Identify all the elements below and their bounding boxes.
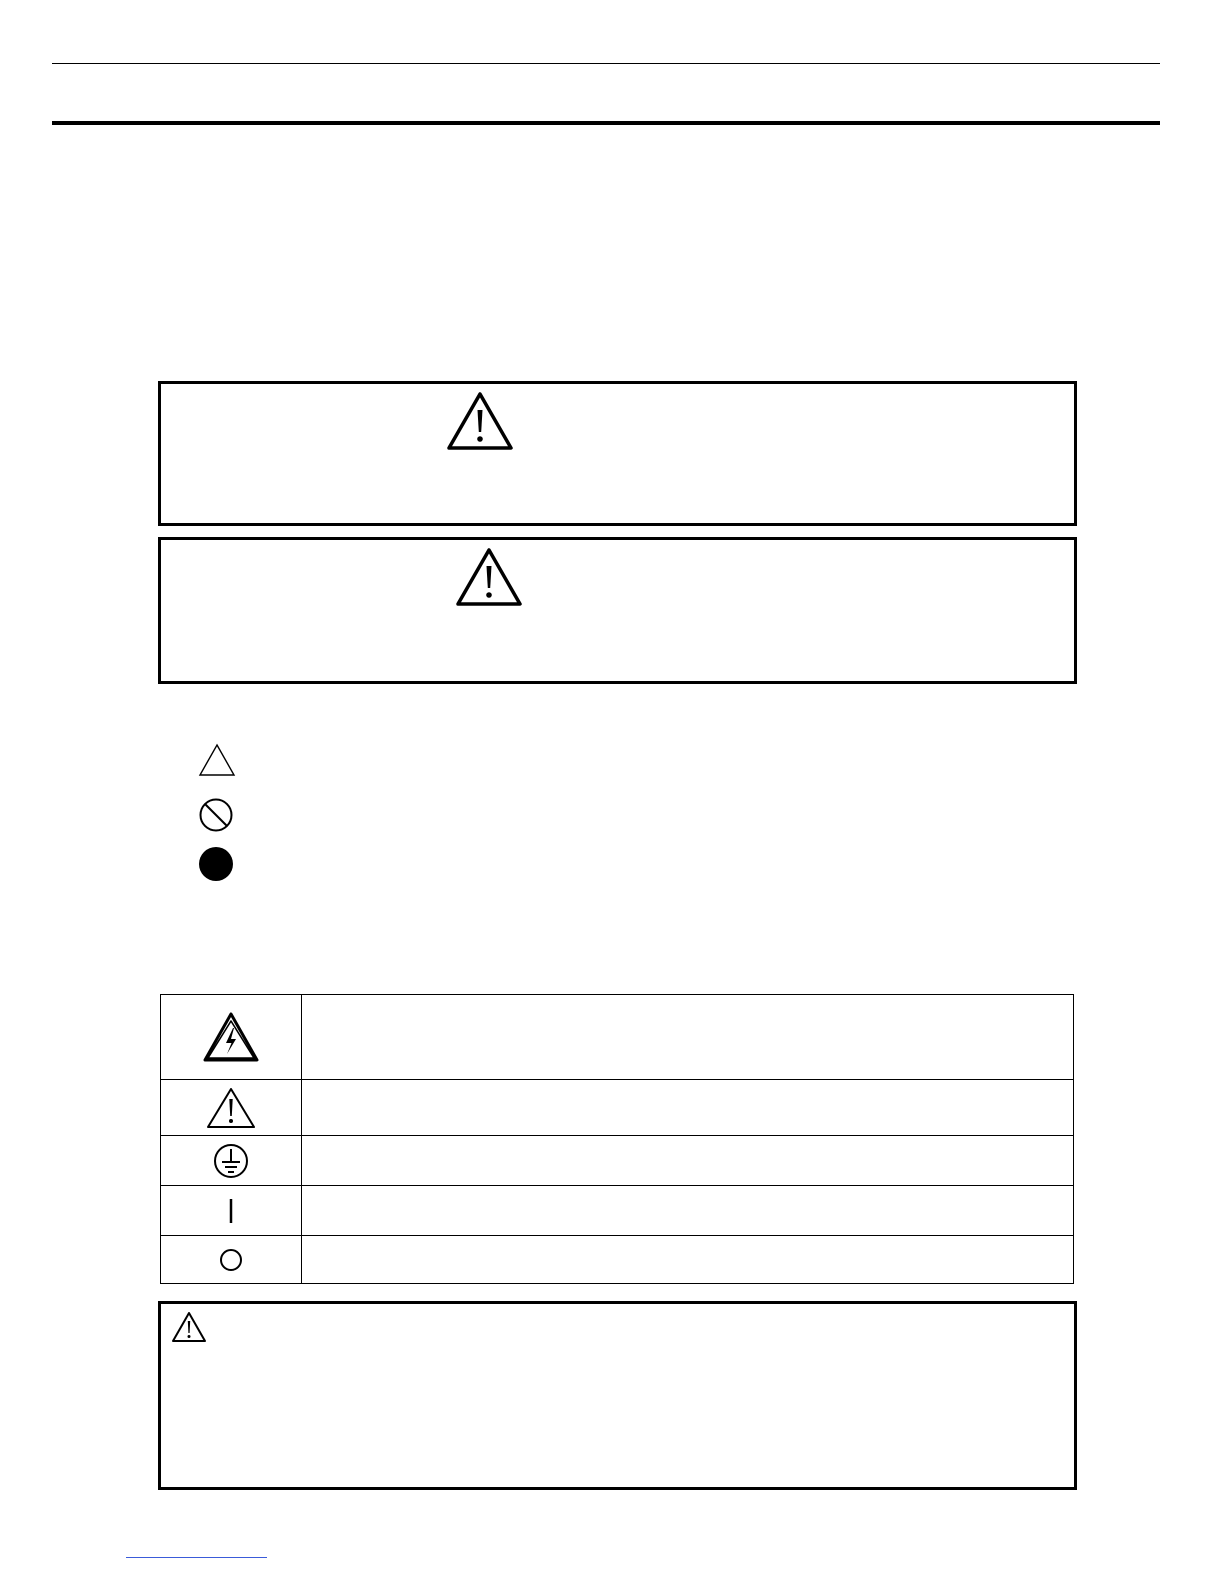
table-row: [161, 1136, 1074, 1186]
electric-shock-warning-icon: [161, 1012, 301, 1062]
symbol-cell: [161, 1136, 302, 1186]
protective-earth-icon: [161, 1141, 301, 1181]
symbol-cell: [161, 1236, 302, 1284]
warning-triangle-icon: [455, 546, 523, 613]
warning-notice-box: [158, 381, 1077, 526]
table-row: [161, 1080, 1074, 1136]
header-thin-rule: [52, 63, 1160, 64]
table-row: [161, 1236, 1074, 1284]
symbol-cell: [161, 995, 302, 1080]
caution-notice-box: [158, 537, 1077, 684]
description-cell: [302, 1236, 1074, 1284]
filled-circle-icon: [197, 845, 235, 888]
symbol-cell: [161, 1080, 302, 1136]
description-cell: [302, 995, 1074, 1080]
triangle-outline-icon: [197, 743, 237, 782]
table-row: [161, 995, 1074, 1080]
power-on-icon: [161, 1196, 301, 1226]
caution-box: [158, 1301, 1077, 1490]
warning-triangle-icon: [446, 390, 514, 457]
footer-link-underline[interactable]: [126, 1557, 267, 1558]
symbol-table: [160, 994, 1074, 1284]
description-cell: [302, 1136, 1074, 1186]
power-off-icon: [161, 1247, 301, 1273]
description-cell: [302, 1080, 1074, 1136]
symbol-cell: [161, 1186, 302, 1236]
prohibition-circle-icon: [197, 796, 235, 839]
table-row: [161, 1186, 1074, 1236]
description-cell: [302, 1186, 1074, 1236]
header-thick-rule: [52, 121, 1160, 125]
warning-triangle-icon: [171, 1311, 207, 1348]
warning-triangle-icon: [161, 1087, 301, 1129]
